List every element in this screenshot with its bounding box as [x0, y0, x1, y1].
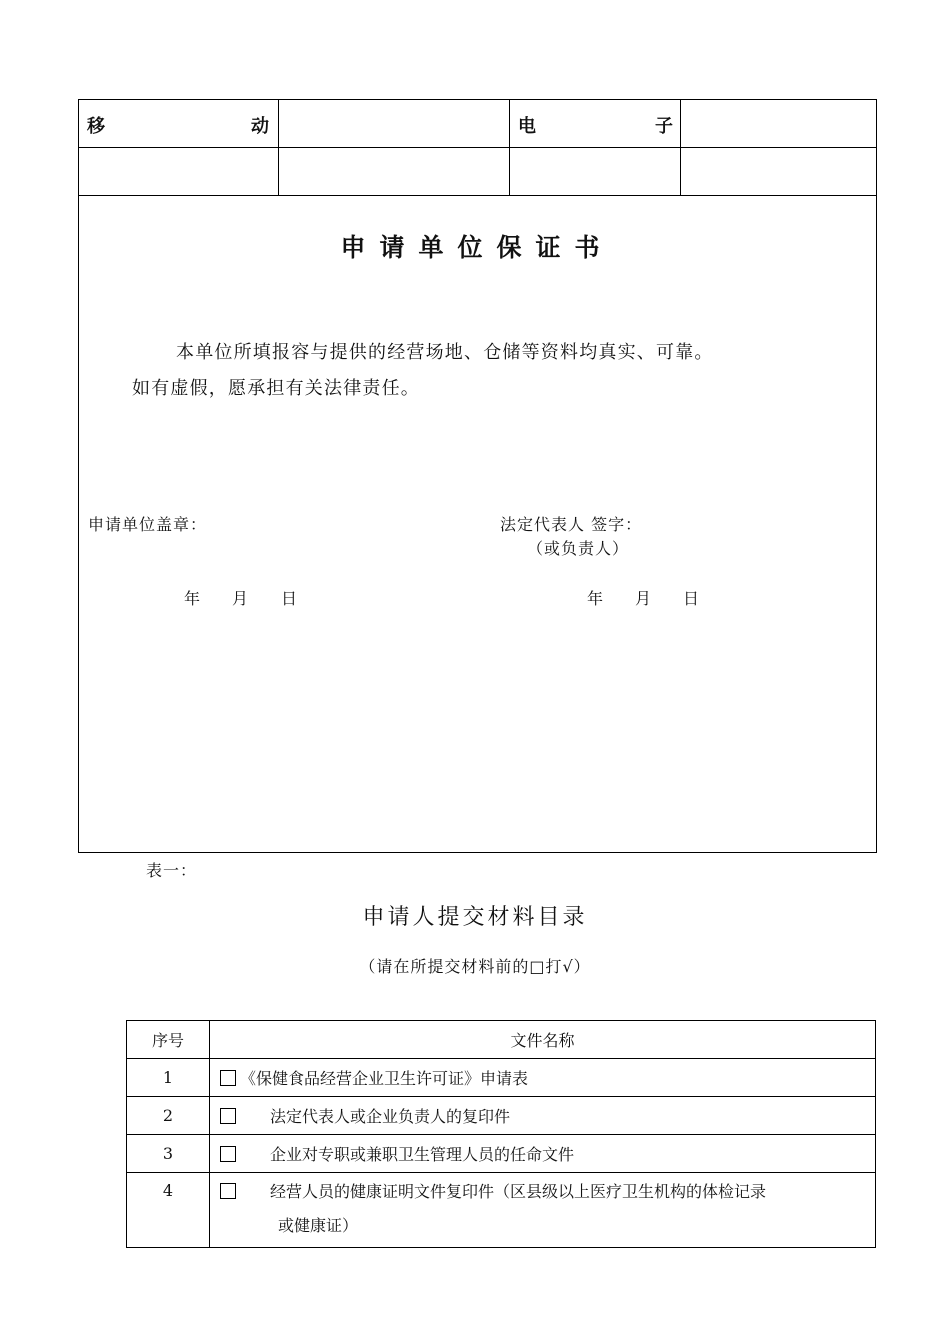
table-row	[127, 1173, 876, 1248]
rep-date-month: 月	[635, 589, 653, 608]
materials-table	[126, 1020, 876, 1248]
row-doc	[210, 1097, 876, 1135]
rep-date-year: 年	[587, 589, 605, 608]
row-number: 2	[127, 1097, 210, 1135]
mobile-label-char2: 动	[251, 116, 269, 137]
checkbox[interactable]	[220, 1108, 236, 1124]
email-value-field	[681, 100, 875, 146]
checkbox[interactable]	[220, 1146, 236, 1162]
row-number: 3	[127, 1135, 210, 1173]
rep-date-day: 日	[683, 589, 701, 608]
guarantee-text-line1: 本单位所填报容与提供的经营场地、仓储等资料均真实、可靠。	[176, 342, 714, 363]
guarantee-text-line2: 如有虚假，愿承担有关法律责任。	[132, 378, 420, 399]
seal-date-month: 月	[232, 589, 250, 608]
representative-label: 法定代表人 签字：	[500, 515, 643, 534]
row-doc	[210, 1059, 876, 1097]
doc-name: 法定代表人或企业负责人的复印件	[270, 1107, 511, 1126]
mobile-label-char1: 移	[87, 116, 105, 137]
row-number: 4	[127, 1173, 210, 1248]
doc-name-continued: 或健康证）	[278, 1216, 359, 1235]
header-name: 文件名称	[210, 1021, 876, 1059]
doc-name: 企业对专职或兼职卫生管理人员的任命文件	[270, 1145, 575, 1164]
email-label-char1: 电	[518, 116, 536, 137]
representative-alt-label: （或负责人）	[527, 539, 630, 558]
email-label-char2: 子	[655, 116, 673, 137]
row-number: 1	[127, 1059, 210, 1097]
mobile-value-field	[280, 100, 508, 146]
checkbox[interactable]	[220, 1183, 236, 1199]
table-row	[127, 1097, 876, 1135]
seal-date-year: 年	[184, 589, 202, 608]
guarantee-title: 申请单位保证书	[340, 233, 614, 262]
seal-label: 申请单位盖章：	[88, 515, 208, 534]
doc-name: 《保健食品经营企业卫生许可证》申请表	[240, 1069, 529, 1088]
seal-date-day: 日	[281, 589, 299, 608]
row-doc	[210, 1173, 876, 1248]
doc-name: 经营人员的健康证明文件复印件（区县级以上医疗卫生机构的体检记录	[270, 1182, 767, 1201]
table-row	[127, 1059, 876, 1097]
table-header-row	[127, 1021, 876, 1059]
checkbox[interactable]	[220, 1070, 236, 1086]
materials-subtitle: （请在所提交材料前的□打√）	[359, 957, 591, 976]
table-reference: 表一：	[146, 861, 198, 880]
table-row	[127, 1135, 876, 1173]
header-no: 序号	[127, 1021, 210, 1059]
materials-title: 申请人提交材料目录	[362, 905, 588, 930]
row-doc	[210, 1135, 876, 1173]
